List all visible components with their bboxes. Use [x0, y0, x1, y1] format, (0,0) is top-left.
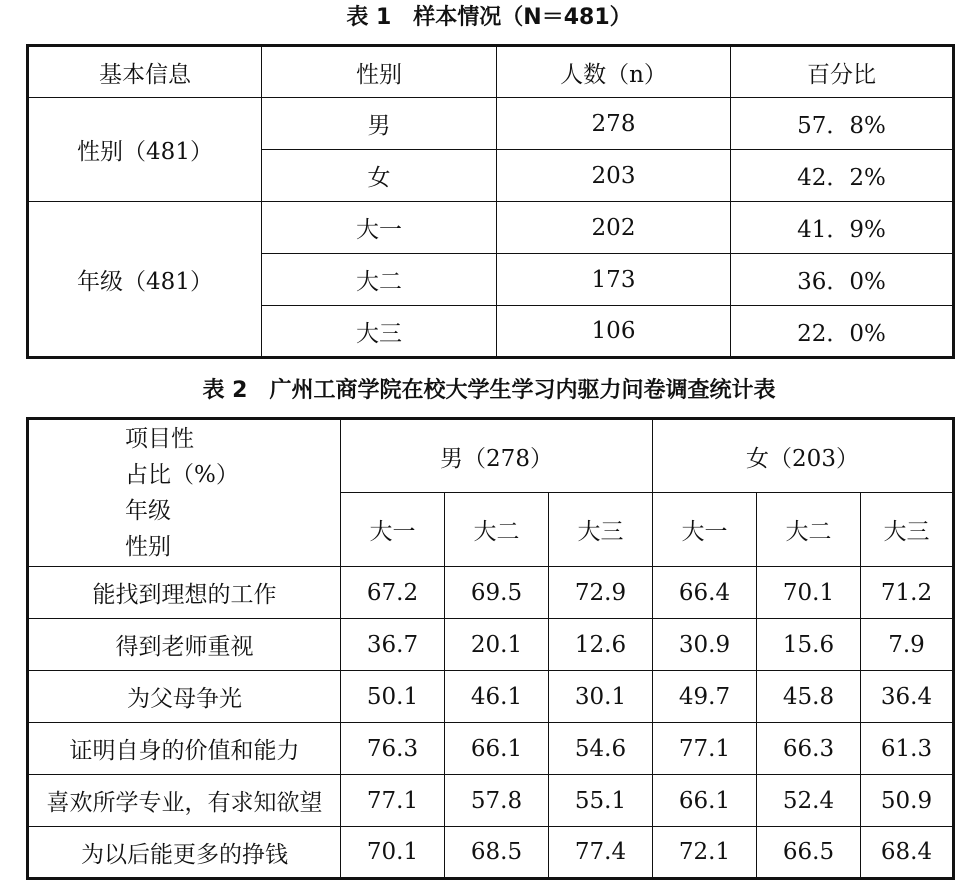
row-label: 为父母争光 — [28, 671, 341, 723]
value-cell: 52.4 — [757, 775, 861, 827]
count-cell: 203 — [497, 150, 731, 202]
item-cell: 女 — [262, 150, 497, 202]
header-cell: 人数（n） — [497, 46, 731, 98]
corner-label: 项目性 — [125, 426, 194, 452]
value-cell: 66.1 — [653, 775, 757, 827]
value-cell: 57.8 — [445, 775, 549, 827]
value-cell: 50.1 — [341, 671, 445, 723]
row-label: 证明自身的价值和能力 — [28, 723, 341, 775]
value-cell: 66.4 — [653, 567, 757, 619]
value-cell: 77.1 — [653, 723, 757, 775]
value-cell: 20.1 — [445, 619, 549, 671]
value-cell: 67.2 — [341, 567, 445, 619]
corner-label: 性别 — [125, 534, 171, 560]
value-cell: 54.6 — [549, 723, 653, 775]
table-row — [28, 827, 954, 879]
grade-header: 大一 — [341, 493, 445, 567]
male-header: 男（278） — [341, 419, 653, 493]
percent-cell: 42．2% — [731, 150, 954, 202]
corner-header-cell — [28, 419, 341, 567]
value-cell: 36.7 — [341, 619, 445, 671]
value-cell: 72.1 — [653, 827, 757, 879]
grade-header: 大二 — [445, 493, 549, 567]
group-label: 年级（481） — [28, 202, 262, 358]
corner-label: 年级 — [125, 498, 171, 524]
value-cell: 50.9 — [861, 775, 954, 827]
item-cell: 大二 — [262, 254, 497, 306]
value-cell: 15.6 — [757, 619, 861, 671]
value-cell: 49.7 — [653, 671, 757, 723]
value-cell: 55.1 — [549, 775, 653, 827]
row-label: 为以后能更多的挣钱 — [28, 827, 341, 879]
value-cell: 7.9 — [861, 619, 954, 671]
value-cell: 77.4 — [549, 827, 653, 879]
table-row — [28, 775, 954, 827]
value-cell: 69.5 — [445, 567, 549, 619]
table1-caption: 表 1 样本情况（N＝481） — [346, 5, 632, 30]
value-cell: 30.1 — [549, 671, 653, 723]
value-cell: 71.2 — [861, 567, 954, 619]
value-cell: 46.1 — [445, 671, 549, 723]
percent-cell: 36．0% — [731, 254, 954, 306]
count-cell: 106 — [497, 306, 731, 358]
table2-caption: 表 2 广州工商学院在校大学生学习内驱力问卷调查统计表 — [202, 378, 776, 403]
count-cell: 173 — [497, 254, 731, 306]
female-header: 女（203） — [653, 419, 954, 493]
row-label: 喜欢所学专业，有求知欲望 — [28, 775, 341, 827]
table-row — [28, 98, 954, 150]
grade-header: 大三 — [861, 493, 954, 567]
header-cell: 基本信息 — [28, 46, 262, 98]
header-cell: 百分比 — [731, 46, 954, 98]
item-cell: 大一 — [262, 202, 497, 254]
corner-label: 占比（%） — [125, 462, 239, 488]
value-cell: 68.4 — [861, 827, 954, 879]
table-row — [28, 723, 954, 775]
table-row — [28, 619, 954, 671]
value-cell: 36.4 — [861, 671, 954, 723]
value-cell: 61.3 — [861, 723, 954, 775]
percent-cell: 57．8% — [731, 98, 954, 150]
grade-header: 大一 — [653, 493, 757, 567]
table-row — [28, 202, 954, 254]
value-cell: 45.8 — [757, 671, 861, 723]
count-cell: 278 — [497, 98, 731, 150]
table-header-row — [28, 46, 954, 98]
item-cell: 男 — [262, 98, 497, 150]
survey-table — [26, 417, 955, 880]
item-cell: 大三 — [262, 306, 497, 358]
percent-cell: 41．9% — [731, 202, 954, 254]
grade-header: 大三 — [549, 493, 653, 567]
value-cell: 66.3 — [757, 723, 861, 775]
value-cell: 30.9 — [653, 619, 757, 671]
value-cell: 77.1 — [341, 775, 445, 827]
value-cell: 76.3 — [341, 723, 445, 775]
table-row — [28, 671, 954, 723]
value-cell: 72.9 — [549, 567, 653, 619]
value-cell: 66.1 — [445, 723, 549, 775]
table-header-row — [28, 419, 954, 493]
sample-table — [26, 44, 955, 359]
value-cell: 70.1 — [757, 567, 861, 619]
value-cell: 12.6 — [549, 619, 653, 671]
count-cell: 202 — [497, 202, 731, 254]
value-cell: 70.1 — [341, 827, 445, 879]
value-cell: 68.5 — [445, 827, 549, 879]
table-row — [28, 567, 954, 619]
percent-cell: 22．0% — [731, 306, 954, 358]
row-label: 得到老师重视 — [28, 619, 341, 671]
value-cell: 66.5 — [757, 827, 861, 879]
row-label: 能找到理想的工作 — [28, 567, 341, 619]
header-cell: 性别 — [262, 46, 497, 98]
group-label: 性别（481） — [28, 98, 262, 202]
grade-header: 大二 — [757, 493, 861, 567]
